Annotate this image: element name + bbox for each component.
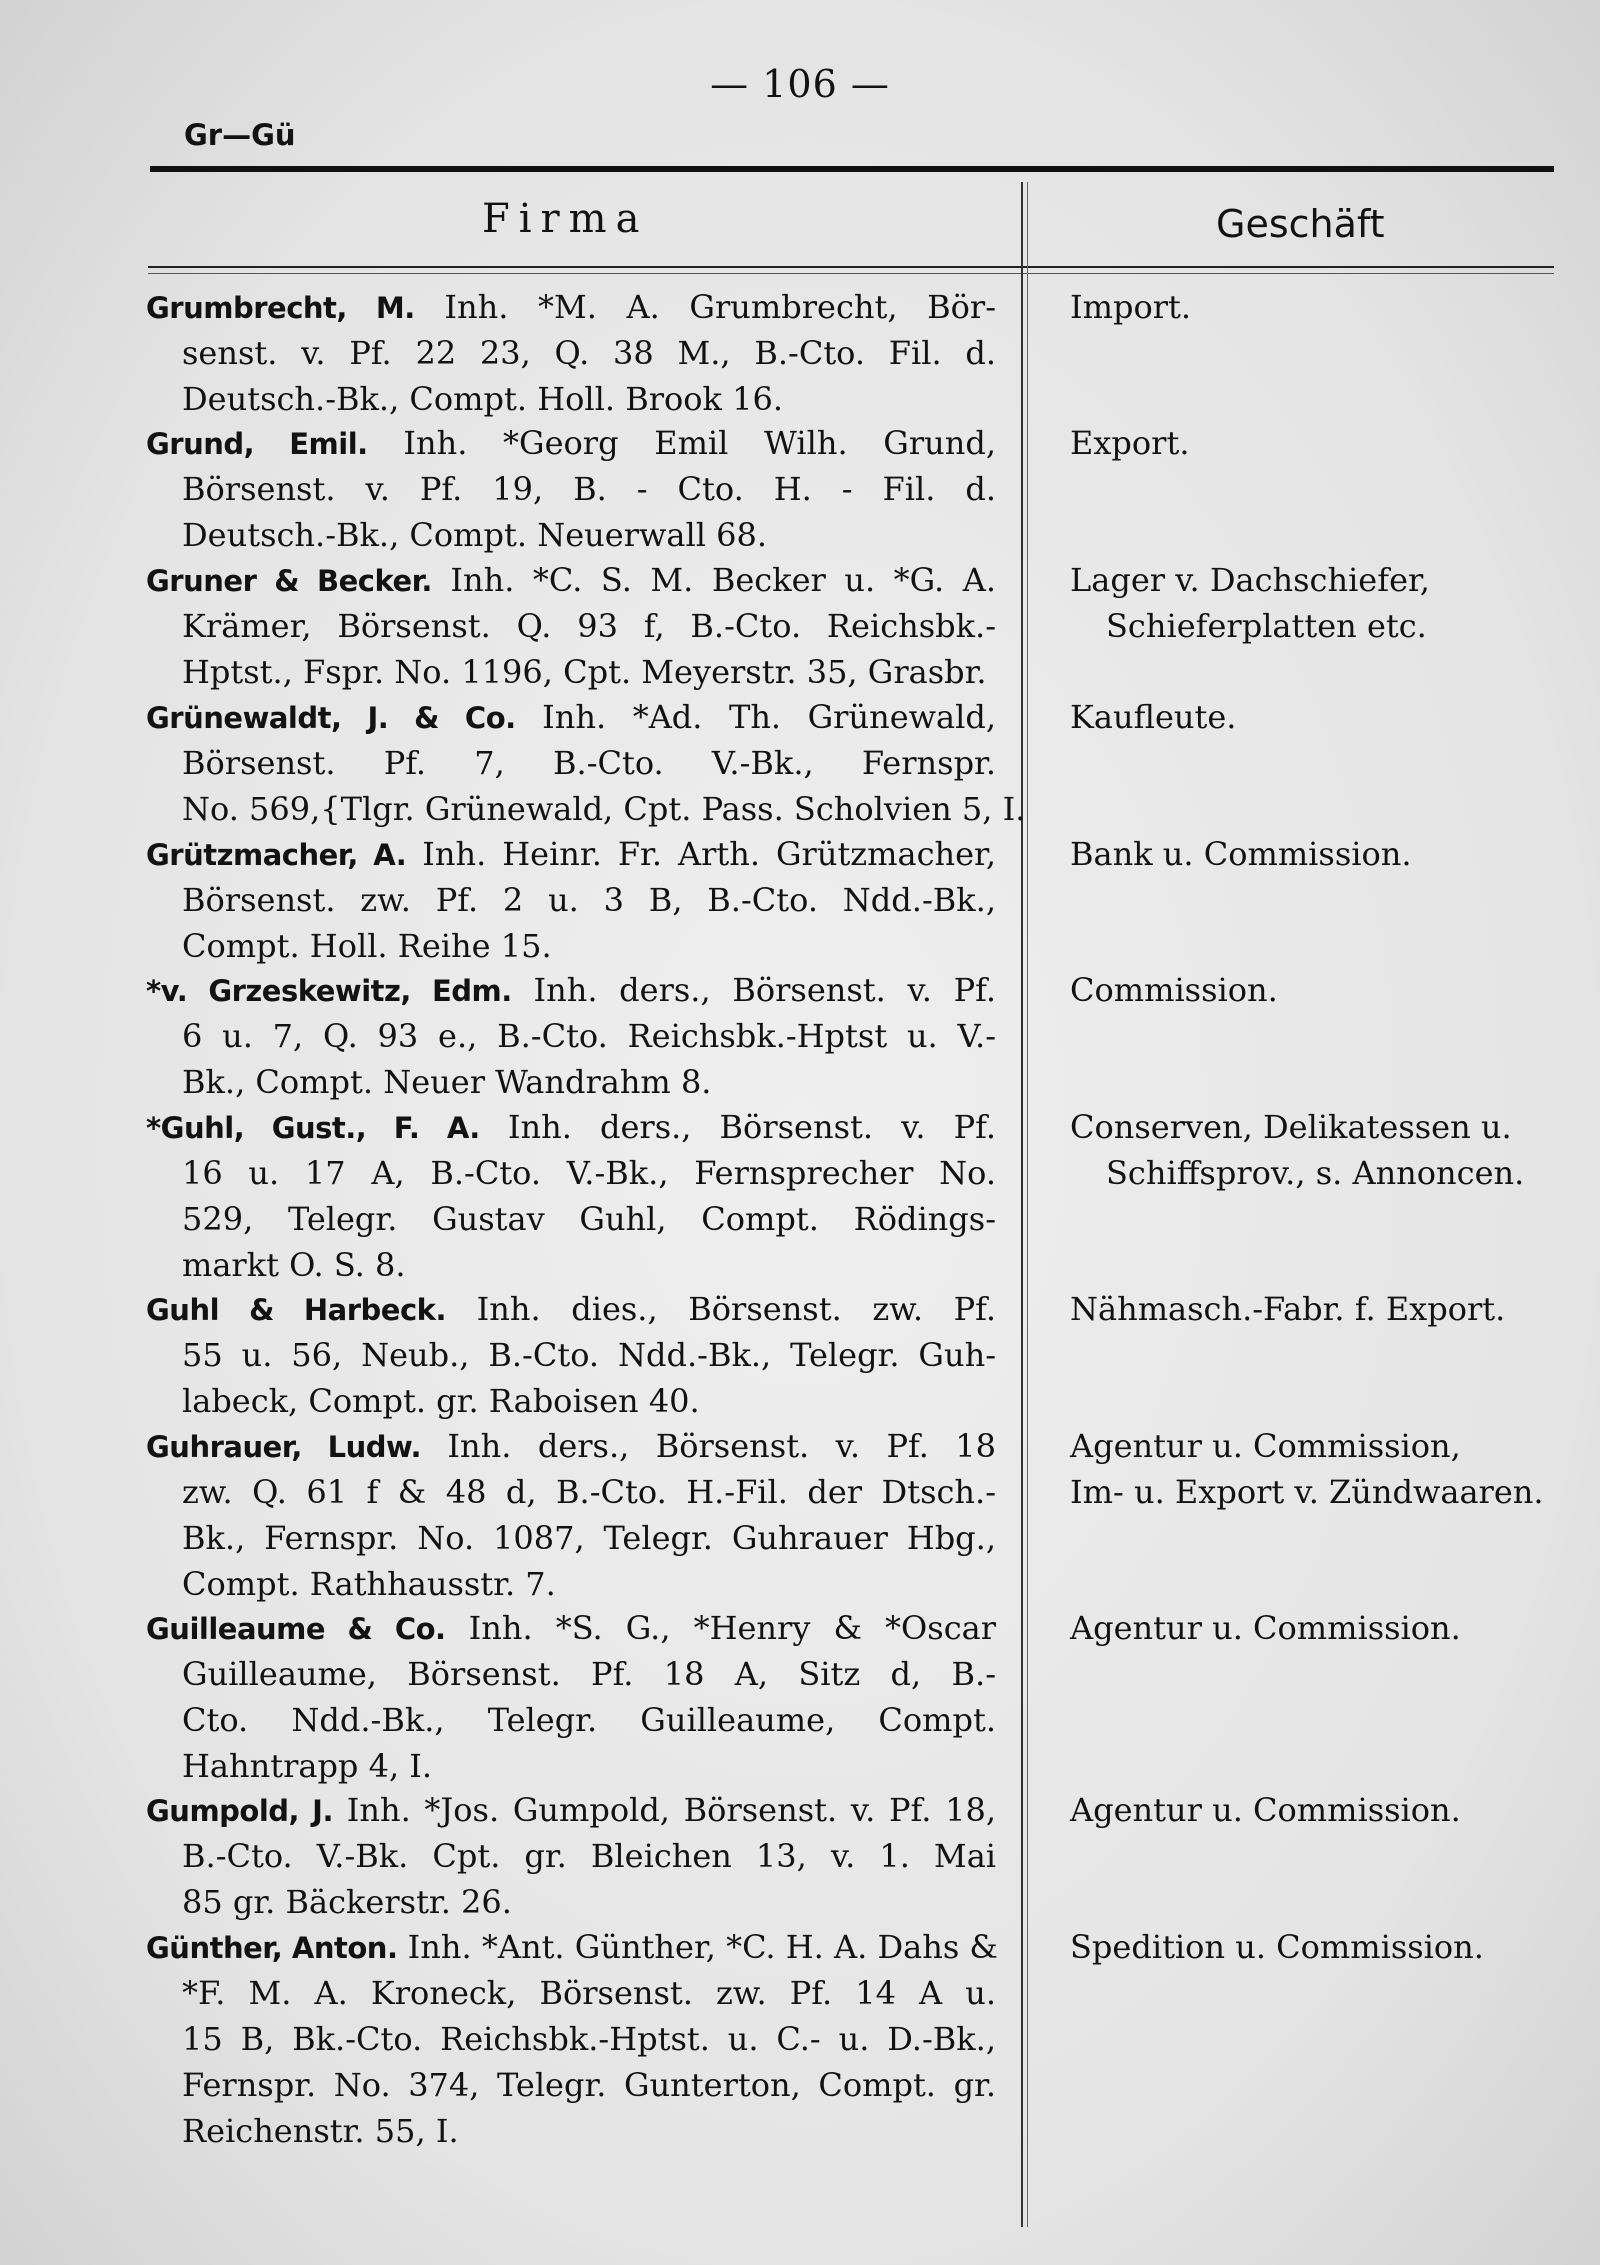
firma-cell xyxy=(146,1104,996,1288)
entry-text: Hptst., Fspr. No. 1196, Cpt. Meyerstr. 35, Grasbr. xyxy=(182,653,987,691)
entry-text: Inh. *S. G., *Henry & *Oscar xyxy=(468,1609,997,1647)
business-type: Im- u. Export v. Zündwaaren. xyxy=(1070,1473,1544,1511)
entry-continuation-line xyxy=(146,1150,996,1196)
entry-text: Deutsch.-Bk., Compt. Neuerwall 68. xyxy=(182,516,767,554)
firma-cell xyxy=(146,1605,996,1789)
entry-continuation-line xyxy=(146,1469,996,1515)
top-rule xyxy=(150,166,1554,172)
entry-continuation-line xyxy=(146,603,996,649)
entry-text: Inh. *C. S. M. Becker u. *G. A. xyxy=(450,561,997,599)
geschaeft-cell xyxy=(1070,694,1570,740)
entry-text: *F. M. A. Kroneck, Börsenst. zw. Pf. 14 A u. xyxy=(182,1974,996,2012)
entry-text: Inh. *Georg Emil Wilh. Grund, xyxy=(403,424,997,462)
entry-continuation-line xyxy=(146,1833,996,1879)
entry-first-line xyxy=(146,557,996,603)
firm-name: Günther, Anton. xyxy=(146,1931,398,1965)
business-type: Bank u. Commission. xyxy=(1070,835,1412,873)
firm-name: Grünewaldt, J. & Co. xyxy=(146,701,516,735)
entry-text: Guilleaume, Börsenst. Pf. 18 A, Sitz d, B.- xyxy=(182,1655,996,1693)
firm-name: Grützmacher, A. xyxy=(146,838,407,872)
entry-first-line xyxy=(146,694,996,740)
geschaeft-cell xyxy=(1070,831,1570,877)
entry-continuation-line xyxy=(146,1697,996,1743)
geschaeft-cell xyxy=(1070,1286,1570,1332)
firm-name: *Guhl, Gust., F. A. xyxy=(146,1111,480,1145)
entry-text: Reichenstr. 55, I. xyxy=(182,2112,459,2150)
entry-first-line xyxy=(146,1104,996,1150)
entry-text: Fernspr. No. 374, Telegr. Gunterton, Compt. gr. xyxy=(182,2066,996,2104)
business-type: Kaufleute. xyxy=(1070,698,1237,736)
firma-cell xyxy=(146,967,996,1105)
entry-continuation-line xyxy=(146,1059,996,1105)
geschaeft-cell xyxy=(1070,1104,1570,1196)
firm-name: Guilleaume & Co. xyxy=(146,1612,446,1646)
entry-text: Inh. *Ad. Th. Grünewald, xyxy=(542,698,996,736)
entry-first-line xyxy=(146,967,996,1013)
column-header-firma: Firma xyxy=(482,196,649,242)
header-rule-thin xyxy=(148,273,1554,274)
entry-continuation-line xyxy=(146,376,996,422)
column-separator-thin xyxy=(1027,182,1028,2227)
entry-text: markt O. S. 8. xyxy=(182,1246,406,1284)
entry-continuation-line xyxy=(146,877,996,923)
entry-text: Cto. Ndd.-Bk., Telegr. Guilleaume, Compt. xyxy=(182,1701,996,1739)
firm-name: *v. Grzeskewitz, Edm. xyxy=(146,974,512,1008)
entry-continuation-line xyxy=(146,1743,996,1789)
business-type: Schiffsprov., s. Annoncen. xyxy=(1106,1154,1525,1192)
entry-text: Bk., Compt. Neuer Wandrahm 8. xyxy=(182,1063,712,1101)
business-type: Import. xyxy=(1070,288,1192,326)
entry-text: Inh. *M. A. Grumbrecht, Bör- xyxy=(444,288,997,326)
entry-first-line xyxy=(146,1423,996,1469)
firma-cell xyxy=(146,831,996,969)
business-type: Spedition u. Commission. xyxy=(1070,1928,1484,1966)
entry-first-line xyxy=(146,284,996,330)
geschaeft-cell xyxy=(1070,557,1570,649)
firma-cell xyxy=(146,284,996,422)
entry-continuation-line xyxy=(146,1515,996,1561)
business-type: Conserven, Delikatessen u. xyxy=(1070,1108,1512,1146)
entry-continuation-line xyxy=(146,1561,996,1607)
entry-continuation-line xyxy=(146,1879,996,1925)
page-number: — 106 — xyxy=(710,62,890,106)
entry-first-line xyxy=(146,1787,996,1833)
entry-continuation-line xyxy=(146,2108,996,2154)
entry-text: Krämer, Börsenst. Q. 93 f, B.-Cto. Reichsbk.- xyxy=(182,607,996,645)
firma-cell xyxy=(146,1423,996,1607)
entry-text: 6 u. 7, Q. 93 e., B.-Cto. Reichsbk.-Hptst u. V.- xyxy=(182,1017,996,1055)
entry-text: Inh. *Ant. Günther, *C. H. A. Dahs & xyxy=(407,1928,998,1966)
entry-continuation-line xyxy=(146,1651,996,1697)
business-type: Agentur u. Commission. xyxy=(1070,1609,1461,1647)
entry-continuation-line xyxy=(146,512,996,558)
entry-first-line xyxy=(146,420,996,466)
firm-name: Grund, Emil. xyxy=(146,427,368,461)
entry-first-line xyxy=(146,1605,996,1651)
column-separator xyxy=(1021,182,1023,2227)
firm-name: Grumbrecht, M. xyxy=(146,291,415,325)
business-type: Agentur u. Commission. xyxy=(1070,1791,1461,1829)
firm-name: Gruner & Becker. xyxy=(146,564,432,598)
geschaeft-cell xyxy=(1070,967,1570,1013)
geschaeft-cell xyxy=(1070,1924,1570,1970)
entry-text: Inh. ders., Börsenst. v. Pf. 18 xyxy=(447,1427,996,1465)
entry-first-line xyxy=(146,1286,996,1332)
entry-text: Hahntrapp 4, I. xyxy=(182,1747,433,1785)
business-type: Commission. xyxy=(1070,971,1278,1009)
firm-name: Guhl & Harbeck. xyxy=(146,1293,446,1327)
firma-cell xyxy=(146,557,996,695)
business-type: Lager v. Dachschiefer, xyxy=(1070,561,1430,599)
header-rule xyxy=(148,266,1554,268)
entry-text: senst. v. Pf. 22 23, Q. 38 M., B.-Cto. Fil. d. xyxy=(182,334,996,372)
geschaeft-cell xyxy=(1070,1423,1570,1515)
entry-first-line xyxy=(146,831,996,877)
business-type: Schieferplatten etc. xyxy=(1106,607,1427,645)
entry-continuation-line xyxy=(146,1242,996,1288)
entry-continuation-line xyxy=(146,1378,996,1424)
entry-text: 15 B, Bk.-Cto. Reichsbk.-Hptst. u. C.- u. D.-Bk., xyxy=(182,2020,996,2058)
business-type: Nähmasch.-Fabr. f. Export. xyxy=(1070,1290,1506,1328)
entry-continuation-line xyxy=(146,330,996,376)
geschaeft-cell xyxy=(1070,1605,1570,1651)
entry-text: Inh. ders., Börsenst. v. Pf. xyxy=(533,971,997,1009)
entry-text: 16 u. 17 A, B.-Cto. V.-Bk., Fernsprecher No. xyxy=(182,1154,996,1192)
entry-continuation-line xyxy=(146,1332,996,1378)
firma-cell xyxy=(146,1286,996,1424)
entry-continuation-line xyxy=(146,1013,996,1059)
entry-continuation-line xyxy=(146,1196,996,1242)
entry-continuation-line xyxy=(146,923,996,969)
entry-text: 529, Telegr. Gustav Guhl, Compt. Rödings- xyxy=(182,1200,996,1238)
entry-text: zw. Q. 61 f & 48 d, B.-Cto. H.-Fil. der Dtsch.- xyxy=(182,1473,996,1511)
entry-continuation-line xyxy=(146,466,996,512)
entry-continuation-line xyxy=(146,740,996,786)
entry-text: Bk., Fernspr. No. 1087, Telegr. Guhrauer Hbg., xyxy=(182,1519,996,1557)
firma-cell xyxy=(146,1924,996,2154)
firma-cell xyxy=(146,420,996,558)
entry-text: Compt. Holl. Reihe 15. xyxy=(182,927,552,965)
entry-continuation-line xyxy=(146,786,1026,832)
entry-continuation-line xyxy=(146,2016,996,2062)
firma-cell xyxy=(146,1787,996,1925)
entry-first-line xyxy=(146,1924,996,1970)
entry-text: B.-Cto. V.-Bk. Cpt. gr. Bleichen 13, v. 1. Mai xyxy=(182,1837,996,1875)
entry-text: 55 u. 56, Neub., B.-Cto. Ndd.-Bk., Telegr. Guh- xyxy=(182,1336,996,1374)
entry-text: Inh. Heinr. Fr. Arth. Grützmacher, xyxy=(422,835,997,873)
entry-text: No. 569,{Tlgr. Grünewald, Cpt. Pass. Scholvien 5, I. xyxy=(182,790,1026,828)
geschaeft-cell xyxy=(1070,284,1570,330)
entry-text: Börsenst. zw. Pf. 2 u. 3 B, B.-Cto. Ndd.-Bk., xyxy=(182,881,996,919)
column-header-geschaeft: Geschäft xyxy=(1216,202,1385,246)
alphabetical-range: Gr—Gü xyxy=(184,118,296,152)
entry-continuation-line xyxy=(146,649,996,695)
business-type: Agentur u. Commission, xyxy=(1070,1427,1461,1465)
entry-text: Inh. dies., Börsenst. zw. Pf. xyxy=(476,1290,996,1328)
entry-text: Compt. Rathhausstr. 7. xyxy=(182,1565,556,1603)
firm-name: Guhrauer, Ludw. xyxy=(146,1430,421,1464)
geschaeft-cell xyxy=(1070,420,1570,466)
business-type: Export. xyxy=(1070,424,1190,462)
entry-text: labeck, Compt. gr. Raboisen 40. xyxy=(182,1382,700,1420)
entry-continuation-line xyxy=(146,1970,996,2016)
geschaeft-cell xyxy=(1070,1787,1570,1833)
entry-text: Börsenst. Pf. 7, B.-Cto. V.-Bk., Fernspr. xyxy=(182,744,996,782)
entry-text: 85 gr. Bäckerstr. 26. xyxy=(182,1883,512,1921)
entry-text: Inh. *Jos. Gumpold, Börsenst. v. Pf. 18, xyxy=(346,1791,997,1829)
entry-text: Börsenst. v. Pf. 19, B. - Cto. H. - Fil. d. xyxy=(182,470,996,508)
firma-cell xyxy=(146,694,1026,832)
entry-text: Deutsch.-Bk., Compt. Holl. Brook 16. xyxy=(182,380,783,418)
entry-continuation-line xyxy=(146,2062,996,2108)
firm-name: Gumpold, J. xyxy=(146,1794,333,1828)
entry-text: Inh. ders., Börsenst. v. Pf. xyxy=(507,1108,997,1146)
